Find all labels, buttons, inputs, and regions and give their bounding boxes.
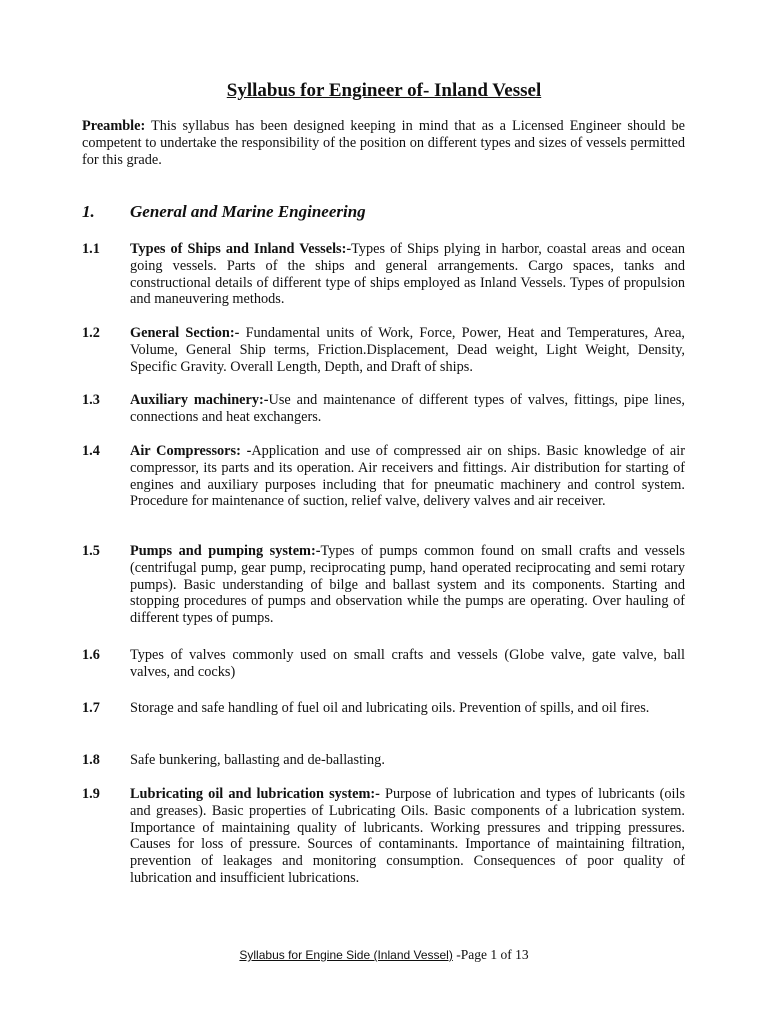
- item-body: [130, 647, 685, 681]
- item-number: 1.3: [82, 392, 100, 408]
- section-heading: [82, 202, 685, 222]
- item-text: Types of Ships plying in harbor, coastal areas and ocean going vessels. Parts of the ships and general arrangements. Cargo spaces, tanks and constructional details of different type of ships employed as Inland Vessels. Types of propulsion and maneuvering methods.: [130, 241, 686, 308]
- item-body: [130, 543, 685, 627]
- item-text: Application and use of compressed air on ships. Basic knowledge of air compressor, its parts and its operation. Air receivers and fittings. Air distribution for starting of engines and auxiliary purposes including that for pneumatic machinery and control system. Procedure for maintenance of suction, relief valve, delivery valves and air receiver.: [130, 443, 685, 510]
- preamble-text: This syllabus has been designed keeping in mind that as a Licensed Engineer should be competent to undertake the responsibility of the position on different types and sizes of vessels permitted for this grade.: [82, 118, 685, 168]
- item-body: [130, 325, 685, 375]
- item-number: 1.5: [82, 543, 100, 559]
- item-text: Storage and safe handling of fuel oil and lubricating oils. Prevention of spills, and oil fires.: [130, 700, 650, 716]
- syllabus-item: [82, 392, 685, 426]
- footer-page-number: -Page 1 of 13: [452, 947, 529, 962]
- syllabus-item: [82, 752, 685, 769]
- item-lead: Auxiliary machinery:-: [130, 392, 269, 408]
- syllabus-item: [82, 543, 685, 627]
- item-body: [130, 700, 685, 717]
- item-number: 1.1: [82, 241, 100, 257]
- item-lead: General Section:-: [130, 325, 240, 341]
- syllabus-item: [82, 700, 685, 717]
- item-number: 1.2: [82, 325, 100, 341]
- item-body: [130, 786, 685, 887]
- item-number: 1.8: [82, 752, 100, 768]
- item-number: 1.6: [82, 647, 100, 663]
- item-text: Types of valves commonly used on small crafts and vessels (Globe valve, gate valve, ball valves, and cocks): [130, 647, 685, 680]
- item-lead: Air Compressors: -: [130, 443, 252, 459]
- item-body: [130, 443, 685, 510]
- preamble-label: Preamble:: [82, 118, 146, 134]
- item-lead: Pumps and pumping system:-: [130, 543, 321, 559]
- section-title: General and Marine Engineering: [130, 202, 366, 221]
- item-body: [130, 752, 685, 769]
- item-text: Types of pumps common found on small crafts and vessels (centrifugal pump, gear pump, reciprocating pump, hand operated reciprocating and semi rotary pumps). Basic understanding of bilge and ballast system and its components. Starting and stopping procedures of pumps and observation while the pumps are operating. Over hauling of different types of pumps.: [130, 543, 685, 627]
- footer-title: Syllabus for Engine Side (Inland Vessel): [239, 948, 453, 962]
- syllabus-item: [82, 786, 685, 887]
- syllabus-item: [82, 443, 685, 510]
- item-text: Fundamental units of Work, Force, Power, Heat and Temperatures, Area, Volume, General Ship terms, Friction.Displacement, Dead weight, Light Weight, Density, Specific Gravity. Overall Length, Depth, and Draft of ships.: [130, 325, 685, 375]
- section-number: 1.: [82, 202, 95, 221]
- item-number: 1.7: [82, 700, 100, 716]
- syllabus-item: [82, 325, 685, 375]
- document-title: Syllabus for Engineer of- Inland Vessel: [226, 80, 542, 101]
- item-body: [130, 241, 685, 308]
- item-number: 1.4: [82, 443, 100, 459]
- item-text: Use and maintenance of different types of valves, fittings, pipe lines, connections and heat exchangers.: [130, 392, 685, 425]
- syllabus-item: [82, 647, 685, 681]
- item-body: [130, 392, 685, 426]
- preamble: [82, 118, 685, 169]
- page-footer: [0, 947, 768, 963]
- item-text: Purpose of lubrication and types of lubricants (oils and greases). Basic properties of Lubricating Oils. Basic components of a lubrication system. Importance of maintaining quality of lubricants. Working pressures and tripping pressures. Causes for loss of pressure. Sources of contaminants. Importance of maintaining filtration, prevention of leakages and monitoring consumption. Consequences of poor quality of lubrication and insufficient lubrications.: [130, 786, 686, 886]
- item-lead: Lubricating oil and lubrication system:-: [130, 786, 380, 802]
- item-text: Safe bunkering, ballasting and de-ballasting.: [130, 752, 385, 768]
- syllabus-item: [82, 241, 685, 308]
- item-lead: Types of Ships and Inland Vessels:-: [130, 241, 352, 257]
- item-number: 1.9: [82, 786, 100, 802]
